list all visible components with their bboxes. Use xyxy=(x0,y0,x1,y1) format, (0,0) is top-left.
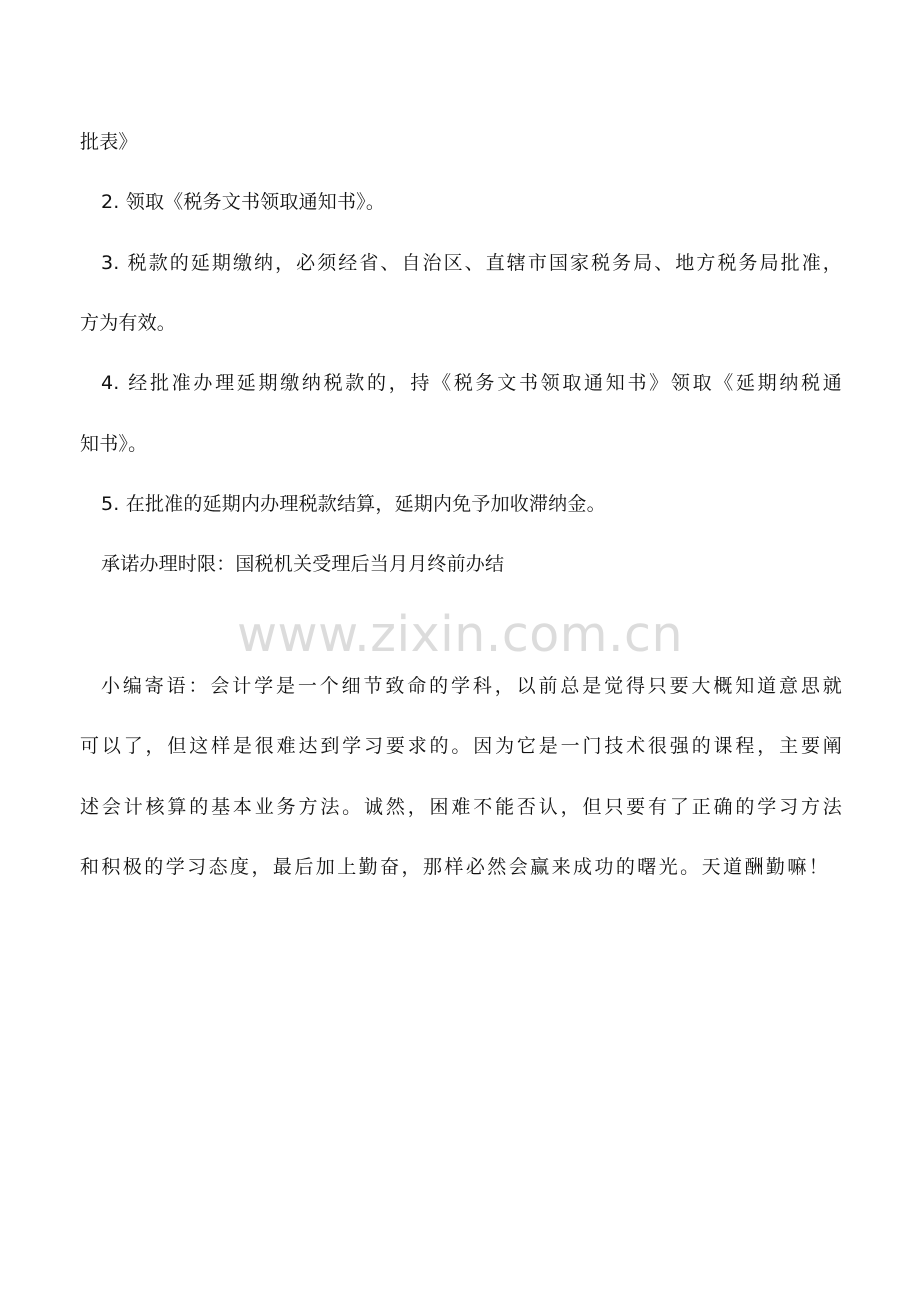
text-line-item-4-continued: 知书》。 xyxy=(80,433,148,455)
text-line-item-3: 3. 税款的延期缴纳，必须经省、自治区、直辖市国家税务局、地方税务局批准， xyxy=(101,252,842,274)
watermark-text: www.zixin.com.cn xyxy=(236,606,684,663)
text-line-time-limit: 承诺办理时限：国税机关受理后当月月终前办结 xyxy=(101,553,505,575)
editor-note-line-3: 述会计核算的基本业务方法。诚然，困难不能否认，但只要有了正确的学习方法 xyxy=(80,796,842,818)
text-line-item-2: 2. 领取《税务文书领取通知书》。 xyxy=(101,191,386,213)
editor-note-line-1: 小编寄语：会计学是一个细节致命的学科，以前总是觉得只要大概知道意思就 xyxy=(101,675,842,697)
text-line-approval-form: 批表》 xyxy=(80,131,138,153)
text-line-item-4: 4. 经批准办理延期缴纳税款的，持《税务文书领取通知书》领取《延期纳税通 xyxy=(101,372,842,394)
text-line-item-3-continued: 方为有效。 xyxy=(80,312,177,334)
text-line-item-5: 5. 在批准的延期内办理税款结算，延期内免予加收滞纳金。 xyxy=(101,493,606,515)
editor-note-line-4: 和积极的学习态度，最后加上勤奋，那样必然会赢来成功的曙光。天道酬勤嘛！ xyxy=(80,856,828,878)
editor-note-line-2: 可以了，但这样是很难达到学习要求的。因为它是一门技术很强的课程，主要阐 xyxy=(80,735,842,757)
